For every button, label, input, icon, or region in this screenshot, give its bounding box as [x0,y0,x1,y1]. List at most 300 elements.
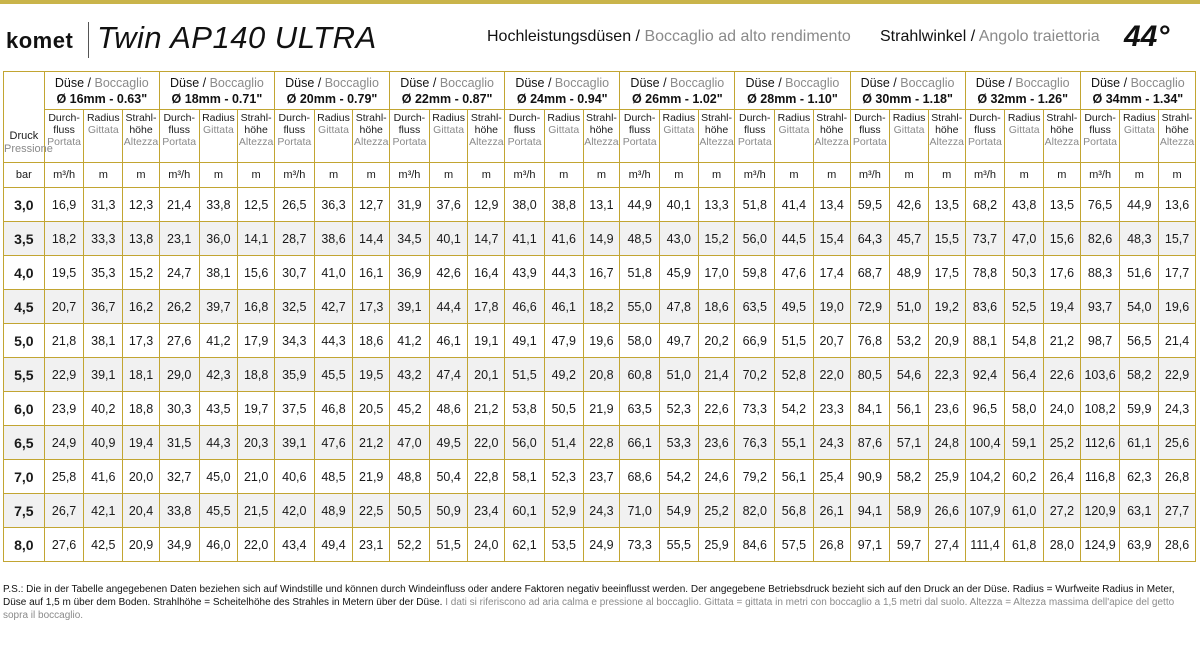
flow-cell: 35,9 [274,358,314,392]
height-cell: 21,0 [238,460,275,494]
flow-unit: m³/h [390,163,430,188]
nozzle-size: Ø 34mm - 1.34" [1092,91,1184,106]
height-cell: 14,7 [468,222,505,256]
height-cell: 18,6 [698,290,735,324]
radius-cell: 42,6 [890,188,929,222]
nozzle-header [44,72,159,110]
flow-cell: 30,3 [159,392,199,426]
height-cell: 12,7 [353,188,390,222]
height-cell: 18,8 [123,392,160,426]
flow-label-it: Portata [507,136,542,148]
radius-cell: 53,5 [544,528,583,562]
flow-cell: 32,7 [159,460,199,494]
height-unit: m [1159,163,1196,188]
nozzle-label-de: Düse [745,75,775,90]
height-label-de2: höhe [1050,124,1074,136]
radius-label-de: Radius [86,112,120,124]
radius-label-it: Gittata [87,124,119,136]
height-cell: 22,9 [1159,358,1196,392]
height-cell: 15,5 [928,222,965,256]
table-row [4,392,1196,426]
height-cell: 20,5 [353,392,390,426]
height-cell: 22,8 [468,460,505,494]
radius-cell: 43,5 [199,392,238,426]
flow-label-de2: fluss [53,124,75,136]
flow-cell: 49,1 [505,324,545,358]
flow-cell: 84,6 [735,528,775,562]
flow-label-it: Portata [1083,136,1117,148]
height-label-de2: höhe [1165,124,1189,136]
nozzle-label: Düse / Boccaglio [54,75,149,90]
flow-header [274,110,314,163]
height-cell: 24,9 [583,528,620,562]
flow-cell: 44,9 [620,188,660,222]
radius-cell: 53,3 [660,426,699,460]
flow-cell: 16,9 [44,188,84,222]
height-label-de: Strahl- [931,112,963,124]
flow-cell: 30,7 [274,256,314,290]
flow-cell: 19,5 [44,256,84,290]
radius-cell: 49,4 [314,528,353,562]
height-unit: m [698,163,735,188]
flow-header [735,110,775,163]
radius-cell: 63,1 [1120,494,1159,528]
flow-label-it: Portata [277,136,312,148]
height-header [813,110,850,163]
radius-cell: 49,7 [660,324,699,358]
height-label-de: Strahl- [125,112,157,124]
nozzle-header [1080,72,1195,110]
flow-label-de2: fluss [283,124,306,136]
flow-cell: 60,8 [620,358,660,392]
flow-header [159,110,199,163]
radius-header [775,110,814,163]
nozzle-label-it: Boccaglio [670,75,725,90]
radius-cell: 51,4 [544,426,583,460]
nozzle-label: Düse / Boccaglio [745,75,840,90]
height-cell: 17,3 [353,290,390,324]
radius-cell: 54,9 [660,494,699,528]
nozzle-size: Ø 22mm - 0.87" [401,91,493,106]
nozzle-label-it: Boccaglio [900,75,955,90]
nozzle-label-it: Boccaglio [554,75,610,90]
height-label-it: Altezza [123,136,159,148]
flow-cell: 84,1 [850,392,890,426]
height-cell: 17,7 [1159,256,1196,290]
flow-cell: 43,9 [505,256,545,290]
nozzle-label-de: Düse [285,75,315,90]
flow-cell: 60,1 [505,494,545,528]
flow-unit: m³/h [274,163,314,188]
height-cell: 14,9 [583,222,620,256]
radius-cell: 56,1 [775,460,814,494]
flow-cell: 83,6 [965,290,1005,324]
height-cell: 25,9 [698,528,735,562]
height-cell: 17,0 [698,256,735,290]
header [0,14,1200,64]
radius-cell: 36,7 [84,290,123,324]
flow-cell: 98,7 [1080,324,1120,358]
flow-label-it: Portata [47,136,82,148]
height-label-it: Altezza [354,136,389,148]
height-header [928,110,965,163]
height-cell: 22,5 [353,494,390,528]
table-row [4,188,1196,222]
flow-cell: 70,2 [735,358,775,392]
radius-cell: 49,5 [429,426,468,460]
height-label-de: Strahl- [701,112,733,124]
flow-cell: 31,5 [159,426,199,460]
height-cell: 28,6 [1159,528,1196,562]
height-cell: 16,2 [123,290,160,324]
height-label-it: Altezza [238,136,274,148]
height-cell: 19,2 [928,290,965,324]
radius-cell: 51,5 [775,324,814,358]
radius-cell: 54,0 [1120,290,1159,324]
height-cell: 24,0 [1044,392,1081,426]
flow-cell: 42,0 [274,494,314,528]
radius-cell: 62,3 [1120,460,1159,494]
nozzle-label: Düse / Boccaglio [1090,75,1185,90]
flow-label-de2: fluss [168,124,190,136]
height-unit: m [468,163,505,188]
radius-header [660,110,699,163]
radius-cell: 51,6 [1120,256,1159,290]
flow-label-it: Portata [162,136,197,148]
radius-cell: 43,8 [1005,188,1044,222]
height-header [1044,110,1081,163]
nozzle-header [735,72,850,110]
radius-cell: 48,3 [1120,222,1159,256]
flow-cell: 26,5 [274,188,314,222]
flow-cell: 21,4 [159,188,199,222]
table-row [4,324,1196,358]
nozzle-label: Düse / Boccaglio [630,75,725,90]
height-cell: 18,1 [123,358,160,392]
nozzle-label-de: Düse [169,75,200,90]
radius-cell: 48,9 [890,256,929,290]
height-cell: 24,3 [583,494,620,528]
radius-cell: 43,0 [660,222,699,256]
radius-cell: 52,3 [544,460,583,494]
radius-cell: 54,2 [775,392,814,426]
height-cell: 13,3 [698,188,735,222]
pressure-cell: 3,0 [4,188,45,222]
radius-cell: 56,8 [775,494,814,528]
table-row [4,460,1196,494]
nozzle-label-de: Düse [400,75,430,90]
radius-header [544,110,583,163]
header-separator [88,22,89,58]
radius-cell: 42,1 [84,494,123,528]
footnote [3,583,1193,622]
height-cell: 25,2 [698,494,735,528]
height-label-de: Strahl- [240,112,272,124]
radius-cell: 50,5 [544,392,583,426]
flow-cell: 120,9 [1080,494,1120,528]
height-label-de2: höhe [129,124,153,136]
flow-header [620,110,660,163]
radius-cell: 47,9 [544,324,583,358]
height-cell: 20,9 [928,324,965,358]
height-cell: 26,8 [1159,460,1196,494]
height-header [353,110,390,163]
table-row [4,290,1196,324]
radius-cell: 45,5 [314,358,353,392]
radius-cell: 44,5 [775,222,814,256]
flow-cell: 52,2 [390,528,430,562]
pressure-cell: 4,0 [4,256,45,290]
radius-cell: 59,7 [890,528,929,562]
radius-cell: 63,9 [1120,528,1159,562]
flow-cell: 25,8 [44,460,84,494]
radius-cell: 44,4 [429,290,468,324]
height-cell: 25,2 [1044,426,1081,460]
height-cell: 27,2 [1044,494,1081,528]
height-cell: 21,5 [238,494,275,528]
flow-cell: 112,6 [1080,426,1120,460]
flow-cell: 88,1 [965,324,1005,358]
radius-cell: 60,2 [1005,460,1044,494]
radius-cell: 45,5 [199,494,238,528]
flow-cell: 33,8 [159,494,199,528]
height-cell: 14,4 [353,222,390,256]
radius-cell: 46,0 [199,528,238,562]
nozzle-header [159,72,274,110]
radius-cell: 54,2 [660,460,699,494]
height-cell: 24,8 [928,426,965,460]
table-row [4,426,1196,460]
flow-cell: 68,6 [620,460,660,494]
flow-cell: 62,1 [505,528,545,562]
flow-cell: 41,1 [505,222,545,256]
flow-unit: m³/h [1080,163,1120,188]
flow-label-it: Portata [392,136,427,148]
flow-label-de2: fluss [1089,124,1111,136]
flow-cell: 63,5 [735,290,775,324]
nozzle-label-it: Boccaglio [785,75,840,90]
pressure-unit: bar [4,163,45,188]
radius-cell: 54,8 [1005,324,1044,358]
radius-label-it: Gittata [548,124,580,136]
radius-cell: 38,1 [84,324,123,358]
radius-cell: 52,8 [775,358,814,392]
height-cell: 12,5 [238,188,275,222]
height-cell: 18,2 [583,290,620,324]
height-cell: 22,0 [813,358,850,392]
radius-cell: 46,8 [314,392,353,426]
flow-cell: 34,3 [274,324,314,358]
pressure-header [4,72,53,163]
height-label-de2: höhe [935,124,959,136]
height-unit: m [813,163,850,188]
height-cell: 16,8 [238,290,275,324]
flow-cell: 63,5 [620,392,660,426]
height-cell: 13,1 [583,188,620,222]
angle-label: Strahlwinkel / Angolo traiettoria [880,28,1100,45]
radius-header [1005,110,1044,163]
height-cell: 18,6 [353,324,390,358]
nozzle-size: Ø 26mm - 1.02" [631,91,723,106]
flow-label-de2: fluss [398,124,421,136]
nozzle-header [620,72,735,110]
height-cell: 25,6 [1159,426,1196,460]
pressure-cell: 8,0 [4,528,45,562]
flow-cell: 40,6 [274,460,314,494]
height-cell: 19,6 [583,324,620,358]
pressure-cell: 7,5 [4,494,45,528]
radius-cell: 52,3 [660,392,699,426]
flow-cell: 46,6 [505,290,545,324]
radius-cell: 40,1 [429,222,468,256]
height-cell: 21,9 [583,392,620,426]
radius-cell: 57,5 [775,528,814,562]
nozzle-label: Düse / Boccaglio [515,75,610,90]
nozzle-label-it: Boccaglio [209,75,264,90]
radius-label-de: Radius [777,112,811,124]
nozzle-size: Ø 16mm - 0.63" [56,91,148,106]
height-cell: 24,6 [698,460,735,494]
nozzle-label: Düse / Boccaglio [285,75,379,90]
flow-unit: m³/h [620,163,660,188]
height-label-de2: höhe [359,124,383,136]
flow-cell: 24,9 [44,426,84,460]
top-accent-line [0,0,1200,4]
radius-cell: 54,6 [890,358,929,392]
radius-cell: 48,6 [429,392,468,426]
radius-cell: 47,4 [429,358,468,392]
flow-cell: 58,0 [620,324,660,358]
nozzle-size: Ø 32mm - 1.26" [977,91,1069,106]
height-label-de2: höhe [244,124,268,136]
radius-unit: m [890,163,929,188]
radius-cell: 48,5 [314,460,353,494]
flow-cell: 27,6 [159,324,199,358]
radius-header [84,110,123,163]
flow-cell: 68,7 [850,256,890,290]
radius-cell: 61,8 [1005,528,1044,562]
height-label-it: Altezza [469,136,504,148]
height-cell: 24,3 [1159,392,1196,426]
flow-cell: 108,2 [1080,392,1120,426]
nozzle-size: Ø 20mm - 0.79" [286,91,378,106]
flow-cell: 90,9 [850,460,890,494]
height-cell: 15,7 [1159,222,1196,256]
height-cell: 16,1 [353,256,390,290]
radius-cell: 59,1 [1005,426,1044,460]
radius-cell: 57,1 [890,426,929,460]
flow-label-de: Durch- [508,112,541,124]
flow-cell: 18,2 [44,222,84,256]
pressure-cell: 4,5 [4,290,45,324]
radius-cell: 45,0 [199,460,238,494]
height-cell: 19,0 [813,290,850,324]
flow-label-de: Durch- [393,112,426,124]
flow-cell: 100,4 [965,426,1005,460]
flow-label-de: Durch- [969,112,1001,124]
flow-cell: 20,7 [44,290,84,324]
radius-unit: m [775,163,814,188]
radius-cell: 47,6 [775,256,814,290]
height-cell: 13,4 [813,188,850,222]
radius-cell: 52,5 [1005,290,1044,324]
model-title: Twin AP140 ULTRA [97,20,377,55]
nozzle-label-de: Düse [975,75,1005,90]
performance-table [3,71,1196,562]
height-label-de2: höhe [819,124,844,136]
radius-unit: m [544,163,583,188]
flow-cell: 107,9 [965,494,1005,528]
nozzle-type-label: Hochleistungsdüsen / Boccaglio ad alto rendimento [487,28,851,45]
height-cell: 20,9 [123,528,160,562]
flow-label-de: Durch- [623,112,656,124]
radius-cell: 51,0 [890,290,929,324]
pressure-cell: 6,0 [4,392,45,426]
height-cell: 23,6 [928,392,965,426]
flow-cell: 82,6 [1080,222,1120,256]
flow-cell: 48,5 [620,222,660,256]
height-unit: m [353,163,390,188]
radius-header [314,110,353,163]
flow-cell: 71,0 [620,494,660,528]
flow-label-de2: fluss [859,124,881,136]
height-cell: 21,2 [1044,324,1081,358]
radius-header [199,110,238,163]
radius-label-de: Radius [1007,112,1041,124]
height-label-de2: höhe [704,124,729,136]
flow-cell: 51,8 [735,188,775,222]
height-label-it: Altezza [1159,136,1195,148]
height-cell: 19,6 [1159,290,1196,324]
radius-cell: 38,6 [314,222,353,256]
nozzle-label-it: Boccaglio [1015,75,1070,90]
radius-label-de: Radius [317,112,350,124]
nozzle-label-de: Düse [630,75,660,90]
radius-cell: 52,9 [544,494,583,528]
height-label-de: Strahl- [1161,112,1193,124]
flow-cell: 59,5 [850,188,890,222]
flow-unit: m³/h [735,163,775,188]
flow-cell: 116,8 [1080,460,1120,494]
flow-label-de: Durch- [278,112,311,124]
nozzle-size: Ø 18mm - 0.71" [171,91,263,106]
radius-label-de: Radius [547,112,581,124]
radius-cell: 61,0 [1005,494,1044,528]
radius-cell: 41,4 [775,188,814,222]
flow-unit: m³/h [44,163,84,188]
height-cell: 25,9 [928,460,965,494]
pressure-label-it: Pressione [4,143,53,155]
flow-cell: 96,5 [965,392,1005,426]
flow-cell: 34,9 [159,528,199,562]
radius-label-it: Gittata [778,124,810,136]
flow-cell: 76,8 [850,324,890,358]
flow-cell: 56,0 [505,426,545,460]
flow-cell: 29,0 [159,358,199,392]
nozzle-label-it: Boccaglio [1130,75,1185,90]
table-row [4,222,1196,256]
angle-label-it: Angolo traiettoria [978,28,1100,45]
height-cell: 14,1 [238,222,275,256]
height-cell: 22,0 [468,426,505,460]
flow-cell: 79,2 [735,460,775,494]
nozzle-header [274,72,389,110]
height-cell: 23,3 [813,392,850,426]
nozzle-size: Ø 24mm - 0.94" [516,91,608,106]
flow-cell: 73,3 [735,392,775,426]
radius-cell: 53,2 [890,324,929,358]
height-cell: 17,6 [1044,256,1081,290]
